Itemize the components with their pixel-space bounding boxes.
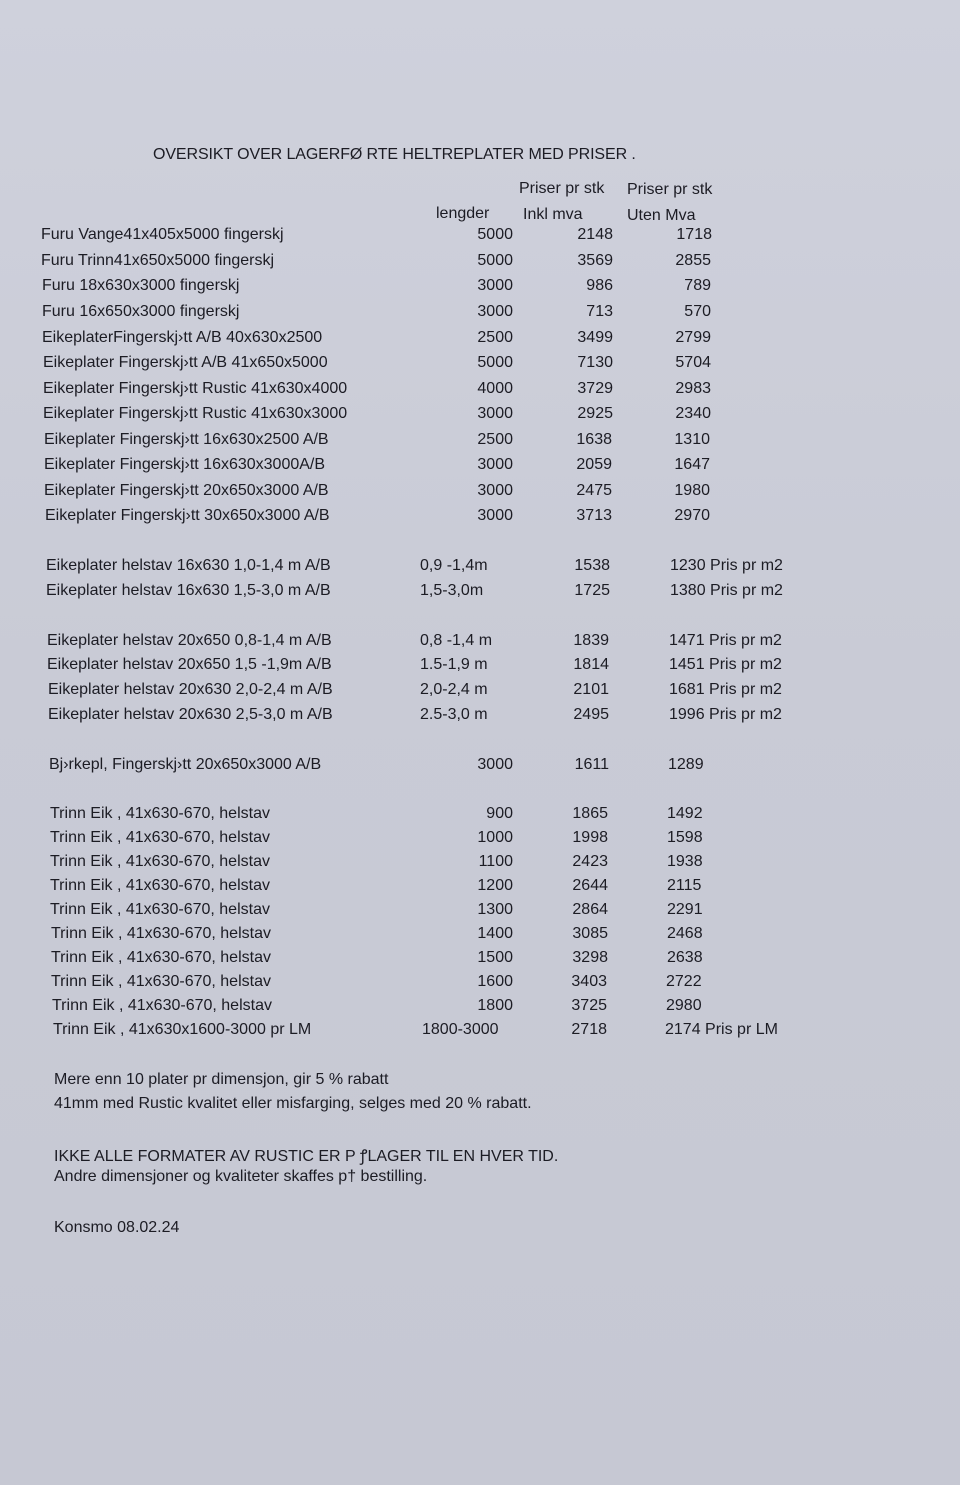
item-length: 1100 xyxy=(478,853,513,870)
table-row xyxy=(0,877,960,899)
item-length: 2,0-2,4 m xyxy=(420,681,488,698)
item-name: Trinn Eik , 41x630-670, helstav xyxy=(50,805,270,822)
item-price-uten: 2855 xyxy=(675,252,711,269)
item-length: 3000 xyxy=(477,482,513,499)
table-row xyxy=(0,997,960,1019)
table-row xyxy=(0,632,960,654)
item-name: Furu Trinn41x650x5000 fingerskj xyxy=(41,252,275,269)
item-price-uten: 2115 xyxy=(667,877,702,894)
item-price-uten: 1289 xyxy=(668,756,704,773)
item-price-uten: 1681 Pris pr m2 xyxy=(669,681,782,698)
item-name: Trinn Eik , 41x630-670, helstav xyxy=(51,973,271,990)
item-length: 900 xyxy=(486,805,513,822)
header-uten-top: Priser pr stk xyxy=(627,181,713,198)
item-length: 1500 xyxy=(477,949,513,966)
item-name: Trinn Eik , 41x630-670, helstav xyxy=(50,901,270,918)
document-title: OVERSIKT OVER LAGERFØ RTE HELTREPLATER MED PRISER . xyxy=(153,146,636,163)
item-price-uten: 1380 Pris pr m2 xyxy=(670,582,783,599)
item-name: Eikeplater helstav 20x630 2,5-3,0 m A/B xyxy=(48,706,333,723)
item-length: 5000 xyxy=(477,252,513,269)
header-uten: Uten Mva xyxy=(627,207,696,224)
item-price-uten: 2340 xyxy=(675,405,711,422)
item-price-inkl: 2101 xyxy=(573,681,609,698)
item-price-uten: 2722 xyxy=(666,973,702,990)
item-name: Eikeplater Fingerskj›tt 16x630x3000A/B xyxy=(44,456,326,473)
item-name: Eikeplater helstav 20x630 2,0-2,4 m A/B xyxy=(48,681,333,698)
item-name: Eikeplater helstav 20x650 1,5 -1,9m A/B xyxy=(47,656,332,673)
item-length: 0,8 -1,4 m xyxy=(420,632,493,649)
item-length: 2500 xyxy=(477,329,513,346)
table-row xyxy=(0,756,960,778)
item-price-inkl: 2495 xyxy=(573,706,609,723)
item-price-inkl: 1538 xyxy=(574,557,610,574)
item-length: 3000 xyxy=(477,277,513,294)
item-name: EikeplaterFingerskj›tt A/B 40x630x2500 xyxy=(42,329,323,346)
table-row xyxy=(0,901,960,923)
item-price-inkl: 2475 xyxy=(576,482,612,499)
item-name: Furu 18x630x3000 fingerskj xyxy=(42,277,240,294)
table-row xyxy=(0,380,960,402)
item-name: Eikeplater Fingerskj›tt 16x630x2500 A/B xyxy=(44,431,329,448)
item-price-uten: 1471 Pris pr m2 xyxy=(669,632,782,649)
item-price-inkl: 713 xyxy=(586,303,613,320)
item-name: Trinn Eik , 41x630-670, helstav xyxy=(50,829,270,846)
item-price-uten: 2291 xyxy=(667,901,703,918)
table-row xyxy=(0,582,960,604)
item-price-uten: 2174 Pris pr LM xyxy=(665,1021,778,1038)
item-length: 1600 xyxy=(477,973,513,990)
item-price-uten: 2970 xyxy=(674,507,710,524)
item-price-inkl: 1839 xyxy=(573,632,609,649)
item-name: Eikeplater Fingerskj›tt Rustic 41x630x3000 xyxy=(43,405,348,422)
item-length: 1400 xyxy=(477,925,513,942)
note-stock: IKKE ALLE FORMATER AV RUSTIC ER P ꝭLAGER TIL EN HVER TID. xyxy=(54,1148,559,1165)
item-price-inkl: 1998 xyxy=(572,829,608,846)
table-row xyxy=(0,252,960,274)
table-row xyxy=(0,482,960,504)
table-row xyxy=(0,925,960,947)
item-length: 3000 xyxy=(477,456,513,473)
table-row xyxy=(0,277,960,299)
item-name: Furu 16x650x3000 fingerskj xyxy=(42,303,240,320)
item-price-uten: 1310 xyxy=(674,431,710,448)
item-name: Trinn Eik , 41x630-670, helstav xyxy=(52,997,272,1014)
item-name: Eikeplater helstav 20x650 0,8-1,4 m A/B xyxy=(47,632,332,649)
item-length: 5000 xyxy=(477,226,513,243)
header-inkl: Inkl mva xyxy=(523,206,583,223)
header-inkl-top: Priser pr stk xyxy=(519,180,605,197)
item-price-uten: 570 xyxy=(684,303,711,320)
item-length: 1800 xyxy=(477,997,513,1014)
item-length: 3000 xyxy=(477,756,513,773)
item-length: 0,9 -1,4m xyxy=(420,557,488,574)
item-price-inkl: 2718 xyxy=(571,1021,607,1038)
table-row xyxy=(0,949,960,971)
note-ordering: Andre dimensjoner og kvaliteter skaffes p† bestilling. xyxy=(54,1168,428,1185)
item-price-inkl: 3085 xyxy=(572,925,608,942)
item-name: Trinn Eik , 41x630x1600-3000 pr LM xyxy=(53,1021,312,1038)
table-row xyxy=(0,973,960,995)
item-name: Trinn Eik , 41x630-670, helstav xyxy=(50,853,270,870)
item-length: 1200 xyxy=(477,877,513,894)
table-row xyxy=(0,557,960,579)
table-row xyxy=(0,456,960,478)
item-name: Furu Vange41x405x5000 fingerskj xyxy=(41,226,284,243)
item-length: 3000 xyxy=(477,303,513,320)
item-price-inkl: 7130 xyxy=(577,354,613,371)
item-price-inkl: 3298 xyxy=(572,949,608,966)
item-price-inkl: 3713 xyxy=(576,507,612,524)
item-name: Trinn Eik , 41x630-670, helstav xyxy=(50,877,270,894)
item-price-inkl: 1725 xyxy=(574,582,610,599)
item-length: 1000 xyxy=(477,829,513,846)
item-name: Trinn Eik , 41x630-670, helstav xyxy=(51,925,271,942)
item-length: 2.5-3,0 m xyxy=(420,706,488,723)
item-length: 2500 xyxy=(477,431,513,448)
table-row xyxy=(0,829,960,851)
item-price-uten: 2468 xyxy=(667,925,703,942)
item-price-inkl: 2864 xyxy=(572,901,608,918)
item-length: 3000 xyxy=(477,507,513,524)
item-price-uten: 1230 Pris pr m2 xyxy=(670,557,783,574)
table-row xyxy=(0,303,960,325)
table-row xyxy=(0,405,960,427)
item-price-inkl: 3725 xyxy=(571,997,607,1014)
item-price-uten: 1980 xyxy=(674,482,710,499)
item-price-inkl: 3499 xyxy=(577,329,613,346)
item-name: Eikeplater helstav 16x630 1,0-1,4 m A/B xyxy=(46,557,331,574)
item-price-inkl: 2059 xyxy=(576,456,612,473)
item-length: 1,5-3,0m xyxy=(420,582,484,599)
table-row xyxy=(0,681,960,703)
item-price-inkl: 1814 xyxy=(573,656,609,673)
note-discount-rustic: 41mm med Rustic kvalitet eller misfarging, selges med 20 % rabatt. xyxy=(54,1095,532,1112)
item-length: 1.5-1,9 m xyxy=(420,656,488,673)
table-row xyxy=(0,226,960,248)
table-row xyxy=(0,656,960,678)
item-price-uten: 2980 xyxy=(666,997,702,1014)
item-price-uten: 1718 xyxy=(676,226,712,243)
item-price-inkl: 1865 xyxy=(572,805,608,822)
item-length: 4000 xyxy=(477,380,513,397)
item-price-inkl: 3569 xyxy=(577,252,613,269)
table-row xyxy=(0,853,960,875)
footer-place-date: Konsmo 08.02.24 xyxy=(54,1219,180,1236)
item-price-inkl: 2644 xyxy=(572,877,608,894)
item-name: Eikeplater Fingerskj›tt 20x650x3000 A/B xyxy=(44,482,329,499)
item-price-inkl: 2423 xyxy=(572,853,608,870)
item-price-inkl: 2148 xyxy=(577,226,613,243)
item-price-uten: 1996 Pris pr m2 xyxy=(669,706,782,723)
header-lengder: lengder xyxy=(436,205,490,222)
item-price-uten: 1938 xyxy=(667,853,703,870)
table-row xyxy=(0,706,960,728)
item-price-uten: 1598 xyxy=(667,829,703,846)
table-row xyxy=(0,507,960,529)
item-length: 3000 xyxy=(477,405,513,422)
table-row xyxy=(0,354,960,376)
table-row xyxy=(0,329,960,351)
item-price-inkl: 3403 xyxy=(571,973,607,990)
item-length: 1800-3000 xyxy=(422,1021,499,1038)
note-discount-quantity: Mere enn 10 plater pr dimensjon, gir 5 % rabatt xyxy=(54,1071,389,1088)
item-price-uten: 789 xyxy=(684,277,711,294)
item-name: Eikeplater Fingerskj›tt 30x650x3000 A/B xyxy=(45,507,330,524)
item-name: Eikeplater Fingerskj›tt Rustic 41x630x4000 xyxy=(43,380,348,397)
item-price-inkl: 986 xyxy=(586,277,613,294)
item-price-uten: 2983 xyxy=(675,380,711,397)
item-length: 5000 xyxy=(477,354,513,371)
table-row xyxy=(0,805,960,827)
item-price-inkl: 1638 xyxy=(576,431,612,448)
item-price-inkl: 3729 xyxy=(577,380,613,397)
table-row xyxy=(0,431,960,453)
item-price-uten: 5704 xyxy=(675,354,711,371)
item-price-inkl: 2925 xyxy=(577,405,613,422)
item-length: 1300 xyxy=(477,901,513,918)
item-price-uten: 2799 xyxy=(675,329,711,346)
table-row xyxy=(0,1021,960,1043)
item-name: Eikeplater Fingerskj›tt A/B 41x650x5000 xyxy=(43,354,328,371)
item-price-uten: 1451 Pris pr m2 xyxy=(669,656,782,673)
item-name: Eikeplater helstav 16x630 1,5-3,0 m A/B xyxy=(46,582,331,599)
item-price-uten: 1492 xyxy=(667,805,703,822)
item-price-uten: 1647 xyxy=(674,456,710,473)
item-price-inkl: 1611 xyxy=(574,756,609,773)
item-name: Bj›rkepl, Fingerskj›tt 20x650x3000 A/B xyxy=(49,756,322,773)
item-name: Trinn Eik , 41x630-670, helstav xyxy=(51,949,271,966)
item-price-uten: 2638 xyxy=(667,949,703,966)
